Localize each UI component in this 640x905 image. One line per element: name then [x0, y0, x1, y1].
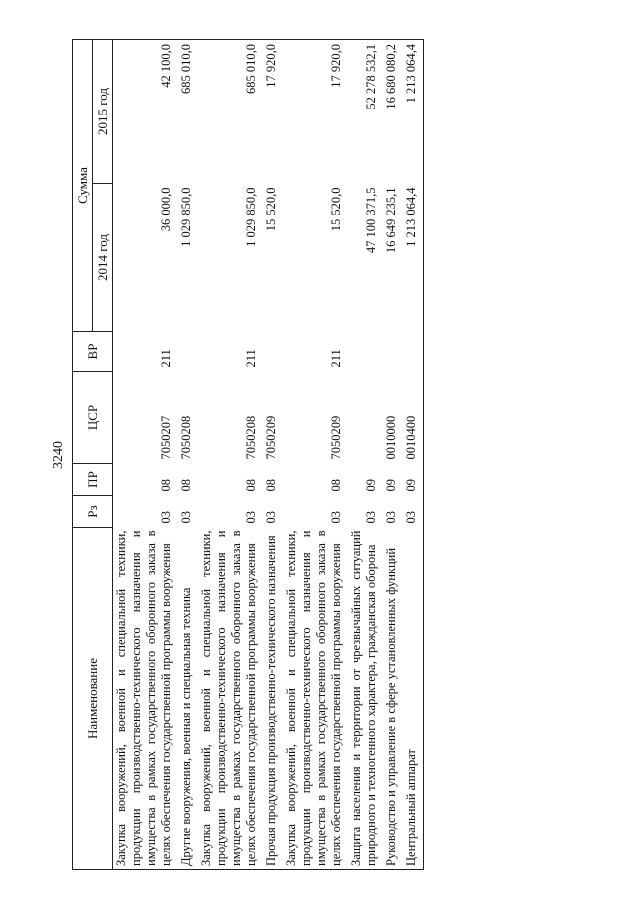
- row-csr: 7050208: [179, 415, 193, 460]
- header-row: [73, 40, 93, 870]
- row-amount-2015: 16 680 080,2: [383, 40, 403, 184]
- row-pr: 08: [264, 479, 278, 492]
- row-csr: 7050209: [264, 415, 278, 460]
- header-name: Наименование: [73, 528, 113, 870]
- header-rz: Рз: [73, 496, 113, 528]
- row-amount-2015: 42 100,0: [113, 40, 179, 184]
- row-rz: 03: [403, 496, 424, 528]
- table-row: [198, 40, 263, 870]
- row-pr: 08: [244, 479, 258, 492]
- row-pr: 09: [364, 479, 378, 492]
- row-pr: 08: [329, 479, 343, 492]
- row-name: Руководство и управление в сфере установленных функций: [383, 528, 403, 870]
- row-vr: 211: [244, 349, 258, 368]
- row-csr: 0010400: [403, 372, 424, 464]
- row-amount-2015: 52 278 532,1: [348, 40, 383, 184]
- row-vr: [348, 332, 383, 372]
- row-vr: 211: [159, 349, 173, 368]
- row-rz: 03: [264, 511, 278, 524]
- row-pr: 09: [403, 464, 424, 496]
- row-name: Прочая продукция производственно-технического назначения: [263, 528, 283, 870]
- header-sum: Сумма: [73, 40, 93, 332]
- row-amount-2014: 16 649 235,1: [384, 187, 398, 254]
- table-row: [263, 40, 283, 870]
- row-rz: 03: [179, 511, 193, 524]
- row-rz: 03: [244, 511, 258, 524]
- row-amount-2015: 17 920,0: [283, 40, 348, 184]
- row-csr: 0010000: [384, 415, 398, 460]
- row-amount-2014: 1 029 850,0: [244, 187, 258, 247]
- row-pr: 08: [179, 479, 193, 492]
- row-csr: 7050208: [244, 415, 258, 460]
- header-vr: ВР: [73, 332, 113, 372]
- row-vr: [263, 332, 283, 372]
- row-rz: 03: [364, 511, 378, 524]
- row-amount-2014: 15 520,0: [264, 187, 278, 232]
- row-amount-2015: 1 213 064,4: [403, 40, 424, 184]
- row-vr: 211: [329, 349, 343, 368]
- row-amount-2015: 685 010,0: [178, 40, 198, 184]
- row-name: Закупка вооружений, военной и специальной техники, продукции производственно-технического назначения и имущества в рамках государственного оборонного заказа в целях обеспечения государственной программы вооружения: [113, 528, 179, 870]
- header-csr: ЦСР: [73, 372, 113, 464]
- row-vr: [383, 332, 403, 372]
- row-csr: 7050209: [329, 415, 343, 460]
- row-rz: 03: [329, 511, 343, 524]
- header-pr: ПР: [73, 464, 113, 496]
- rotated-sheet: [50, 40, 610, 870]
- row-name: Закупка вооружений, военной и специальной техники, продукции производственно-технического назначения и имущества в рамках государственного оборонного заказа в целях обеспечения государственной программы вооружения: [198, 528, 263, 870]
- table-row: [383, 40, 403, 870]
- table-row: [113, 40, 179, 870]
- row-name: Центральный аппарат: [403, 528, 424, 870]
- table-row: [283, 40, 348, 870]
- row-vr: [178, 332, 198, 372]
- row-pr: 08: [159, 479, 173, 492]
- row-vr: [403, 332, 424, 372]
- table-row: [178, 40, 198, 870]
- row-name: Защита населения и территории от чрезвычайных ситуаций природного и техногенного характера, гражданская оборона: [348, 528, 383, 870]
- row-amount-2015: 17 920,0: [263, 40, 283, 184]
- row-name: Другие вооружения, военная и специальная техника: [178, 528, 198, 870]
- row-csr: 7050207: [159, 415, 173, 460]
- row-amount-2014: 1 029 850,0: [179, 187, 193, 247]
- table-body: [113, 40, 424, 870]
- header-2014: 2014 год: [93, 184, 113, 332]
- row-name: Закупка вооружений, военной и специальной техники, продукции производственно-технического назначения и имущества в рамках государственного оборонного заказа в целях обеспечения государственной программы вооружения: [283, 528, 348, 870]
- row-rz: 03: [384, 511, 398, 524]
- row-amount-2014: 1 213 064,4: [403, 184, 424, 332]
- row-pr: 09: [384, 479, 398, 492]
- header-2015: 2015 год: [93, 40, 113, 184]
- row-rz: 03: [159, 511, 173, 524]
- row-amount-2014: 15 520,0: [329, 187, 343, 232]
- page-number: 3240: [51, 441, 66, 469]
- table-row: [348, 40, 383, 870]
- row-csr: [348, 372, 383, 464]
- budget-table: [72, 39, 424, 870]
- table-row: [403, 40, 424, 870]
- row-amount-2015: 685 010,0: [198, 40, 263, 184]
- row-amount-2014: 47 100 371,5: [364, 187, 378, 254]
- row-amount-2014: 36 000,0: [159, 187, 173, 232]
